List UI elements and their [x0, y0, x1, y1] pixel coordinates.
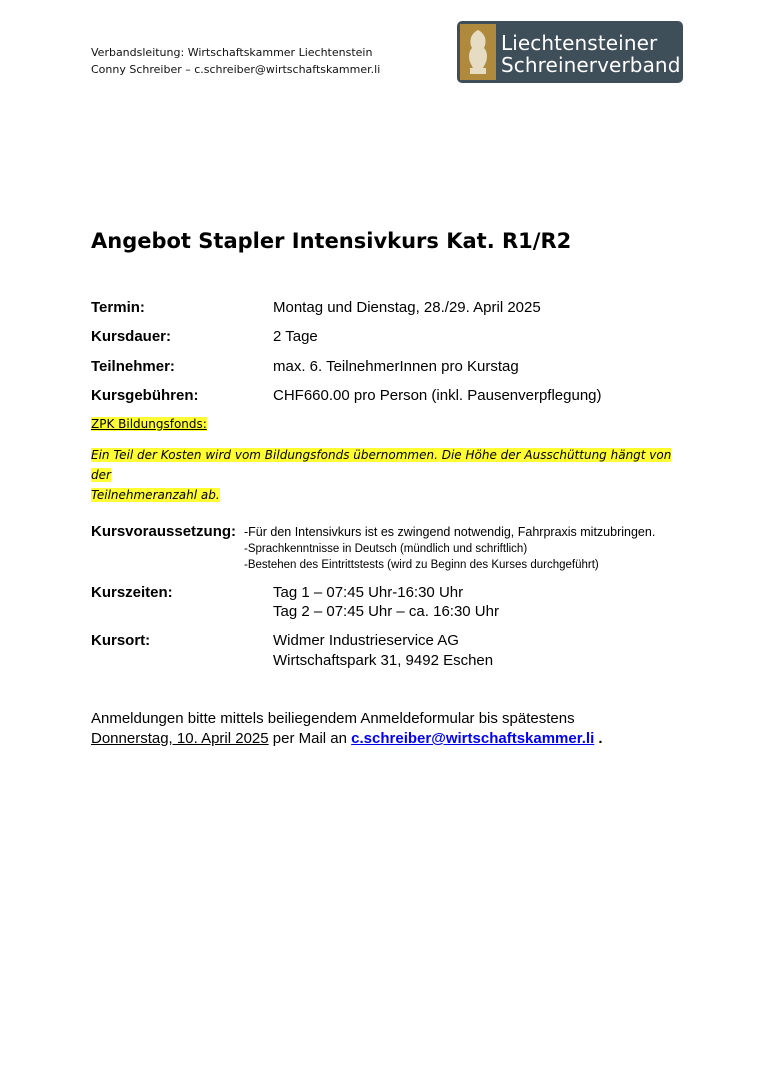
label-kursort: Kursort: — [91, 632, 151, 649]
label-kursdauer: Kursdauer: — [91, 328, 172, 345]
label-teilnehmer: Teilnehmer: — [91, 358, 175, 375]
label-kursgebuehren: Kursgebühren: — [91, 387, 199, 404]
header-line-2: Conny Schreiber – c.schreiber@wirtschaftskammer.li — [91, 63, 381, 76]
voraussetzung-item-1: -Für den Intensivkurs ist es zwingend notwendig, Fahrpraxis mitzubringen. — [244, 525, 656, 539]
zpk-note-line-1: Ein Teil der Kosten wird vom Bildungsfonds übernommen. Die Höhe der Ausschüttung hängt von der — [91, 448, 672, 482]
label-termin: Termin: — [91, 299, 145, 316]
voraussetzung-item-2: -Sprachkenntnisse in Deutsch (mündlich und schriftlich) — [244, 543, 528, 555]
value-termin: Montag und Dienstag, 28./29. April 2025 — [273, 299, 541, 316]
label-kursvoraussetzung: Kursvoraussetzung: — [91, 523, 237, 540]
kursort-line-1: Widmer Industrieservice AG — [273, 632, 459, 649]
logo — [457, 21, 683, 83]
value-kursdauer: 2 Tage — [273, 328, 318, 345]
anmeldung-line-1: Anmeldungen bitte mittels beiliegendem Anmeldeformular bis spätestens — [91, 710, 575, 727]
header-line-1: Verbandsleitung: Wirtschaftskammer Liechtenstein — [91, 46, 373, 59]
zpk-heading — [91, 417, 207, 431]
voraussetzung-item-3: -Bestehen des Eintrittstests (wird zu Beginn des Kurses durchgeführt) — [244, 559, 599, 571]
anmeldung-mid: per Mail an — [268, 730, 352, 747]
anmeldung-deadline: Donnerstag, 10. April 2025 — [91, 730, 269, 747]
zpk-note — [91, 445, 687, 505]
zpk-heading-text: ZPK Bildungsfonds: — [91, 417, 207, 431]
anmeldung-end: . — [594, 730, 603, 747]
kursort-line-2: Wirtschaftspark 31, 9492 Eschen — [273, 652, 494, 669]
value-teilnehmer: max. 6. TeilnehmerInnen pro Kurstag — [273, 358, 519, 375]
page-title: Angebot Stapler Intensivkurs Kat. R1/R2 — [91, 229, 572, 253]
kurszeiten-line-2: Tag 2 – 07:45 Uhr – ca. 16:30 Uhr — [273, 603, 499, 620]
anmeldung-line-2 — [91, 730, 603, 747]
logo-line-1: Liechtensteiner — [501, 31, 658, 55]
crest-icon — [460, 24, 496, 80]
kurszeiten-line-1: Tag 1 – 07:45 Uhr-16:30 Uhr — [273, 584, 464, 601]
value-kursgebuehren: CHF660.00 pro Person (inkl. Pausenverpflegung) — [273, 387, 602, 404]
zpk-note-line-2: Teilnehmeranzahl ab. — [91, 488, 220, 502]
email-link[interactable]: c.schreiber@wirtschaftskammer.li — [351, 730, 595, 747]
logo-line-2: Schreinerverband — [501, 53, 681, 77]
label-kurszeiten: Kurszeiten: — [91, 584, 173, 601]
